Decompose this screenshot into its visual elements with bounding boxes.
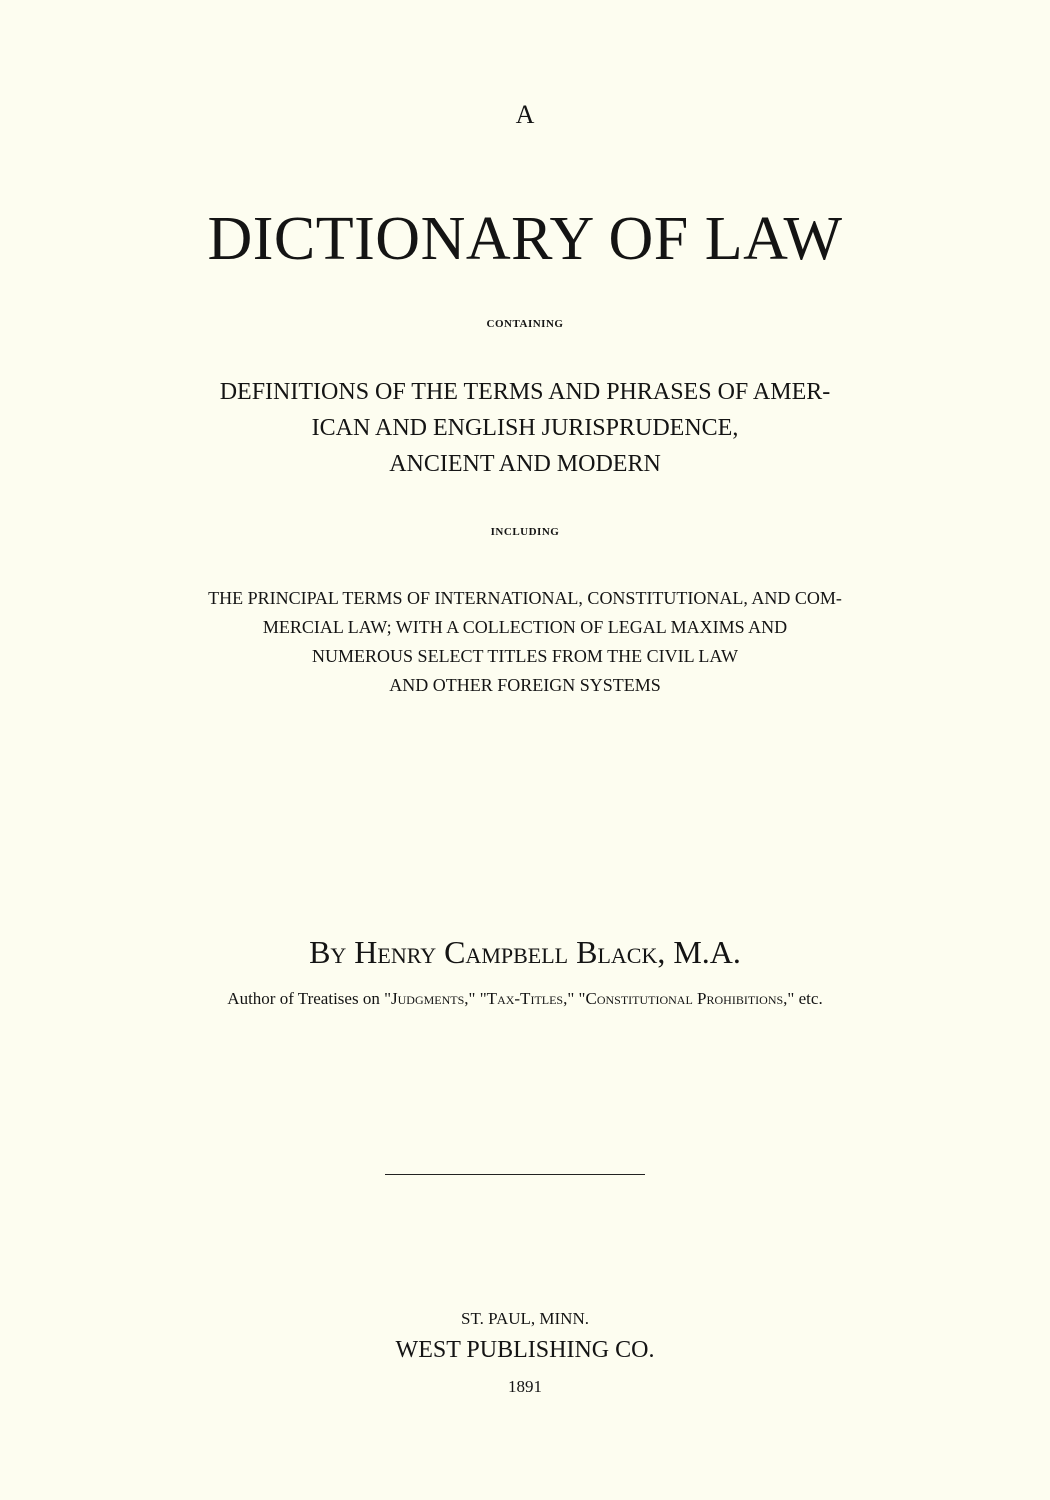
divider-rule [385, 1174, 645, 1175]
author-line [0, 936, 1050, 968]
definitions-line: ANCIENT AND MODERN [389, 451, 661, 477]
imprint-year: 1891 [508, 1377, 542, 1396]
definitions-line: ICAN AND ENGLISH JURISPRUDENCE, [311, 415, 739, 441]
treatises-works: "Judgments," "Tax-Titles," "Constitutional Prohibitions," [384, 989, 795, 1008]
treatises-line [0, 990, 1050, 1007]
including-line: THE PRINCIPAL TERMS OF INTERNATIONAL, CONSTITUTIONAL, AND COM- [208, 588, 842, 608]
treatises-prefix: Author of Treatises on [227, 989, 385, 1008]
treatises-suffix: etc. [794, 989, 823, 1008]
including-line: MERCIAL LAW; WITH A COLLECTION OF LEGAL MAXIMS AND [262, 617, 788, 637]
author-degree: M.A. [673, 934, 741, 970]
definitions-block [0, 374, 1050, 482]
page-title: DICTIONARY OF LAW [207, 205, 843, 273]
including-line: NUMEROUS SELECT TITLES FROM THE CIVIL LAW [312, 646, 738, 666]
including-block [0, 584, 1050, 700]
containing-label: CONTAINING [486, 318, 564, 330]
including-line: AND OTHER FOREIGN SYSTEMS [389, 675, 661, 695]
imprint-publisher: WEST PUBLISHING CO. [395, 1337, 655, 1363]
imprint-place: ST. PAUL, MINN. [461, 1309, 589, 1328]
author-byline: By Henry Campbell Black, [309, 934, 666, 970]
including-label: INCLUDING [490, 526, 560, 538]
title-article: A [515, 100, 535, 129]
definitions-line: DEFINITIONS OF THE TERMS AND PHRASES OF AMER- [219, 379, 831, 405]
